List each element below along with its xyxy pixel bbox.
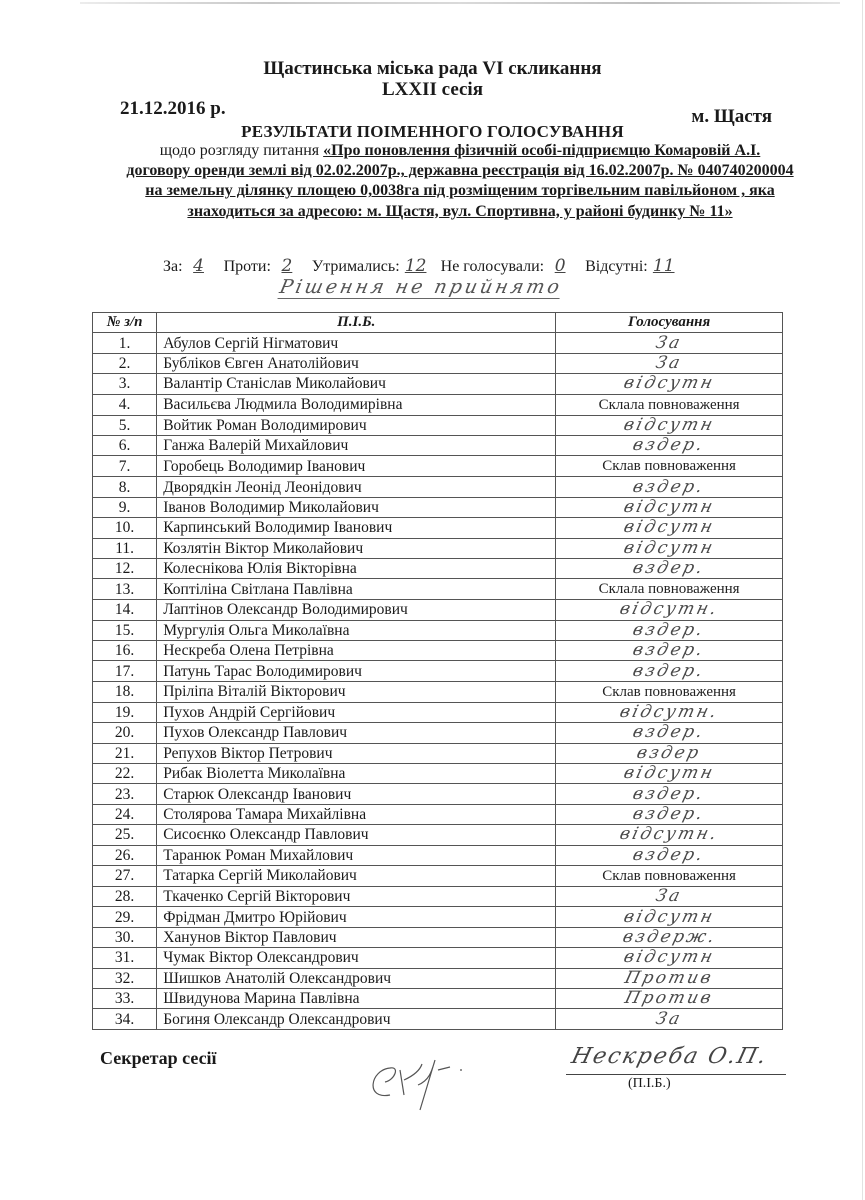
table-row: [93, 538, 783, 558]
table-row: [93, 804, 783, 824]
member-name: Коптіліна Світлана Павлівна: [157, 579, 556, 600]
vote-cell: [556, 804, 783, 824]
member-name: Васильєва Людмила Володимирівна: [157, 394, 556, 415]
row-number: 12.: [93, 558, 157, 578]
vote-cell: [556, 456, 783, 477]
table-row: [93, 456, 783, 477]
table-row: [93, 415, 783, 435]
vote-cell: [556, 825, 783, 845]
vote-cell: [556, 764, 783, 784]
member-name: Мургулія Ольга Миколаївна: [157, 620, 556, 640]
document-date: 21.12.2016 р.: [120, 98, 226, 119]
tally-absent-label: Відсутні:: [585, 258, 648, 275]
table-row: [93, 723, 783, 743]
row-number: 28.: [93, 886, 157, 906]
handwritten-vote: вздер.: [631, 722, 708, 743]
handwritten-vote: вздер.: [631, 844, 708, 865]
signature-line: [566, 1074, 786, 1075]
document-title: РЕЗУЛЬТАТИ ПОІМЕННОГО ГОЛОСУВАННЯ: [241, 122, 624, 141]
handwritten-vote: За: [653, 352, 685, 373]
handwritten-vote: вздер.: [631, 476, 708, 497]
row-number: 4.: [93, 394, 157, 415]
table-row: [93, 558, 783, 578]
member-name: Столярова Тамара Михайлівна: [157, 804, 556, 824]
vote-cell: [556, 477, 783, 497]
tally-not-voted-value: 0: [554, 256, 566, 276]
row-number: 13.: [93, 579, 157, 600]
vote-cell: [556, 702, 783, 722]
document-city: м. Щастя: [691, 106, 772, 127]
table-row: [93, 948, 783, 968]
secretary-signature: [360, 1040, 510, 1115]
member-name: Абулов Сергій Нігматович: [157, 333, 556, 353]
tally-for-value: 4: [193, 256, 204, 276]
vote-cell: [556, 886, 783, 906]
vote-cell: [556, 948, 783, 968]
table-row: [93, 845, 783, 865]
vote-cell: [556, 988, 783, 1008]
tally-for-label: За:: [163, 258, 183, 275]
vote-cell: [556, 497, 783, 517]
row-number: 18.: [93, 681, 157, 702]
session-title: LXXII сесія: [382, 79, 483, 100]
member-name: Таранюк Роман Михайлович: [157, 845, 556, 865]
vote-cell: [556, 743, 783, 763]
vote-tally: [163, 256, 685, 276]
table-row: [93, 886, 783, 906]
member-name: Войтик Роман Володимирович: [157, 415, 556, 435]
scan-artifact-line: [80, 2, 840, 4]
member-name: Шишков Анатолій Олександрович: [157, 968, 556, 988]
member-name: Карпинський Володимир Іванович: [157, 518, 556, 538]
table-row: [93, 865, 783, 886]
decision-note: [278, 276, 565, 298]
subject-lead: щодо розгляду питання: [159, 142, 324, 159]
table-row: [93, 702, 783, 722]
handwritten-vote: вздер.: [631, 435, 708, 456]
vote-cell: [556, 415, 783, 435]
member-name: Козлятін Віктор Миколайович: [157, 538, 556, 558]
row-number: 23.: [93, 784, 157, 804]
handwritten-vote: вздер.: [631, 660, 708, 681]
handwritten-vote: вздер.: [631, 619, 708, 640]
vote-cell: [556, 865, 783, 886]
member-name: Татарка Сергій Миколайович: [157, 865, 556, 886]
agenda-subject: [126, 141, 794, 222]
vote-cell: [556, 620, 783, 640]
row-number: 15.: [93, 620, 157, 640]
member-name: Горобець Володимир Іванович: [157, 456, 556, 477]
member-name: Колеснікова Юлія Вікторівна: [157, 558, 556, 578]
vote-cell: [556, 394, 783, 415]
vote-cell: [556, 927, 783, 947]
vote-cell: [556, 518, 783, 538]
row-number: 31.: [93, 948, 157, 968]
secretary-name: Нескреба О.П.: [568, 1044, 771, 1069]
handwritten-vote: відсутн: [621, 496, 717, 517]
row-number: 2.: [93, 353, 157, 373]
name-caption: (П.І.Б.): [628, 1076, 671, 1091]
row-number: 16.: [93, 641, 157, 661]
table-row: [93, 661, 783, 681]
vote-cell: [556, 579, 783, 600]
printed-vote: Склав повноваження: [602, 458, 736, 475]
member-name: Валантір Станіслав Миколайович: [157, 374, 556, 394]
row-number: 32.: [93, 968, 157, 988]
table-row: [93, 988, 783, 1008]
handwritten-vote: За: [653, 1008, 685, 1029]
member-name: Богиня Олександр Олександрович: [157, 1009, 556, 1029]
handwritten-vote: відсутн: [621, 906, 717, 927]
row-number: 22.: [93, 764, 157, 784]
row-number: 11.: [93, 538, 157, 558]
handwritten-vote: відсутн: [621, 414, 717, 435]
handwritten-vote: Против: [622, 988, 716, 1009]
table-header-row: [93, 313, 783, 333]
column-header-vote: Голосування: [556, 313, 783, 333]
member-name: Сисоєнко Олександр Павлович: [157, 825, 556, 845]
member-name: Нескреба Олена Петрівна: [157, 641, 556, 661]
row-number: 1.: [93, 333, 157, 353]
vote-cell: [556, 661, 783, 681]
member-name: Пріліпа Віталій Вікторович: [157, 681, 556, 702]
member-name: Чумак Віктор Олександрович: [157, 948, 556, 968]
vote-cell: [556, 333, 783, 353]
vote-cell: [556, 845, 783, 865]
table-row: [93, 764, 783, 784]
row-number: 24.: [93, 804, 157, 824]
tally-against-label: Проти:: [223, 258, 271, 275]
row-number: 5.: [93, 415, 157, 435]
row-number: 19.: [93, 702, 157, 722]
vote-cell: [556, 374, 783, 394]
row-number: 8.: [93, 477, 157, 497]
vote-cell: [556, 641, 783, 661]
tally-not-voted-label: Не голосували:: [440, 258, 545, 275]
handwritten-vote: вздерж.: [620, 926, 719, 947]
row-number: 14.: [93, 600, 157, 620]
tally-absent-value: 11: [652, 256, 675, 276]
table-row: [93, 497, 783, 517]
member-name: Рибак Віолетта Миколаївна: [157, 764, 556, 784]
handwritten-vote: відсутн.: [617, 702, 721, 723]
handwritten-vote: За: [653, 332, 685, 353]
tally-against-value: 2: [281, 256, 293, 276]
table-row: [93, 333, 783, 353]
table-row: [93, 579, 783, 600]
member-name: Дворядкін Леонід Леонідович: [157, 477, 556, 497]
table-row: [93, 968, 783, 988]
vote-cell: [556, 353, 783, 373]
table-row: [93, 825, 783, 845]
vote-cell: [556, 600, 783, 620]
printed-vote: Склав повноваження: [602, 683, 736, 700]
member-name: Пухов Олександр Павлович: [157, 723, 556, 743]
member-name: Патунь Тарас Володимирович: [157, 661, 556, 681]
table-row: [93, 374, 783, 394]
handwritten-vote: відсутн.: [617, 824, 721, 845]
member-name: Старюк Олександр Іванович: [157, 784, 556, 804]
member-name: Лаптінов Олександр Володимирович: [157, 600, 556, 620]
column-header-name: П.І.Б.: [157, 313, 556, 333]
table-row: [93, 907, 783, 927]
handwritten-vote: вздер: [635, 742, 704, 763]
vote-cell: [556, 784, 783, 804]
table-row: [93, 353, 783, 373]
table-row: [93, 927, 783, 947]
row-number: 9.: [93, 497, 157, 517]
tally-abstained-label: Утримались:: [311, 258, 400, 275]
member-name: Фрідман Дмитро Юрійович: [157, 907, 556, 927]
table-row: [93, 641, 783, 661]
roll-call-table: [92, 312, 783, 1030]
handwritten-vote: вздер.: [631, 558, 708, 579]
decision-note-text: Рішення не прийнято: [277, 276, 565, 298]
table-row: [93, 435, 783, 455]
printed-vote: Склав повноваження: [602, 867, 736, 884]
member-name: Іванов Володимир Миколайович: [157, 497, 556, 517]
vote-cell: [556, 558, 783, 578]
vote-cell: [556, 681, 783, 702]
row-number: 6.: [93, 435, 157, 455]
handwritten-vote: відсутн: [621, 517, 717, 538]
member-name: Швидунова Марина Павлівна: [157, 988, 556, 1008]
handwritten-vote: Против: [622, 967, 716, 988]
row-number: 25.: [93, 825, 157, 845]
table-row: [93, 394, 783, 415]
vote-cell: [556, 1009, 783, 1029]
handwritten-vote: відсутн: [621, 537, 717, 558]
member-name: Ткаченко Сергій Вікторович: [157, 886, 556, 906]
subject-topic: «Про поновлення фізичній особі-підприємцю Комаровій А.І. договору оренди землі від 02.02.2007р., державна реєстрація від 16.02.2007р. № 040740200004 на земельну ділянку площею 0,0038га під розміщеним торгівельним павільйоном , яка знаходиться за адресою: м. Щастя, вул. Спортивна, у районі будинку № 11»: [126, 142, 794, 220]
scan-edge: [862, 0, 863, 1200]
member-name: Ганжа Валерій Михайлович: [157, 435, 556, 455]
handwritten-vote: вздер.: [631, 804, 708, 824]
vote-cell: [556, 968, 783, 988]
row-number: 17.: [93, 661, 157, 681]
handwritten-vote: вздер.: [631, 640, 708, 661]
table-row: [93, 681, 783, 702]
printed-vote: Склала повноваження: [598, 581, 740, 598]
tally-abstained-value: 12: [404, 256, 427, 276]
row-number: 29.: [93, 907, 157, 927]
council-title: Щастинська міська рада VI скликання: [263, 58, 602, 79]
row-number: 30.: [93, 927, 157, 947]
handwritten-vote: За: [653, 886, 685, 907]
handwritten-vote: відсутн.: [617, 599, 721, 620]
row-number: 20.: [93, 723, 157, 743]
row-number: 7.: [93, 456, 157, 477]
row-number: 10.: [93, 518, 157, 538]
member-name: Репухов Віктор Петрович: [157, 743, 556, 763]
member-name: Пухов Андрій Сергійович: [157, 702, 556, 722]
secretary-label: Секретар сесії: [100, 1048, 217, 1068]
column-header-number: № з/п: [93, 313, 157, 333]
handwritten-vote: вздер.: [631, 783, 708, 804]
table-row: [93, 784, 783, 804]
table-row: [93, 477, 783, 497]
row-number: 27.: [93, 865, 157, 886]
row-number: 34.: [93, 1009, 157, 1029]
handwritten-vote: відсутн: [621, 947, 717, 968]
row-number: 21.: [93, 743, 157, 763]
printed-vote: Склала повноваження: [598, 396, 740, 413]
table-row: [93, 1009, 783, 1029]
member-name: Бубліков Євген Анатолійович: [157, 353, 556, 373]
handwritten-vote: відсутн: [621, 373, 717, 394]
row-number: 26.: [93, 845, 157, 865]
vote-cell: [556, 538, 783, 558]
handwritten-vote: відсутн: [621, 763, 717, 784]
table-row: [93, 600, 783, 620]
table-row: [93, 518, 783, 538]
row-number: 3.: [93, 374, 157, 394]
vote-cell: [556, 723, 783, 743]
vote-cell: [556, 907, 783, 927]
table-row: [93, 743, 783, 763]
member-name: Ханунов Віктор Павлович: [157, 927, 556, 947]
row-number: 33.: [93, 988, 157, 1008]
table-row: [93, 620, 783, 640]
vote-cell: [556, 435, 783, 455]
